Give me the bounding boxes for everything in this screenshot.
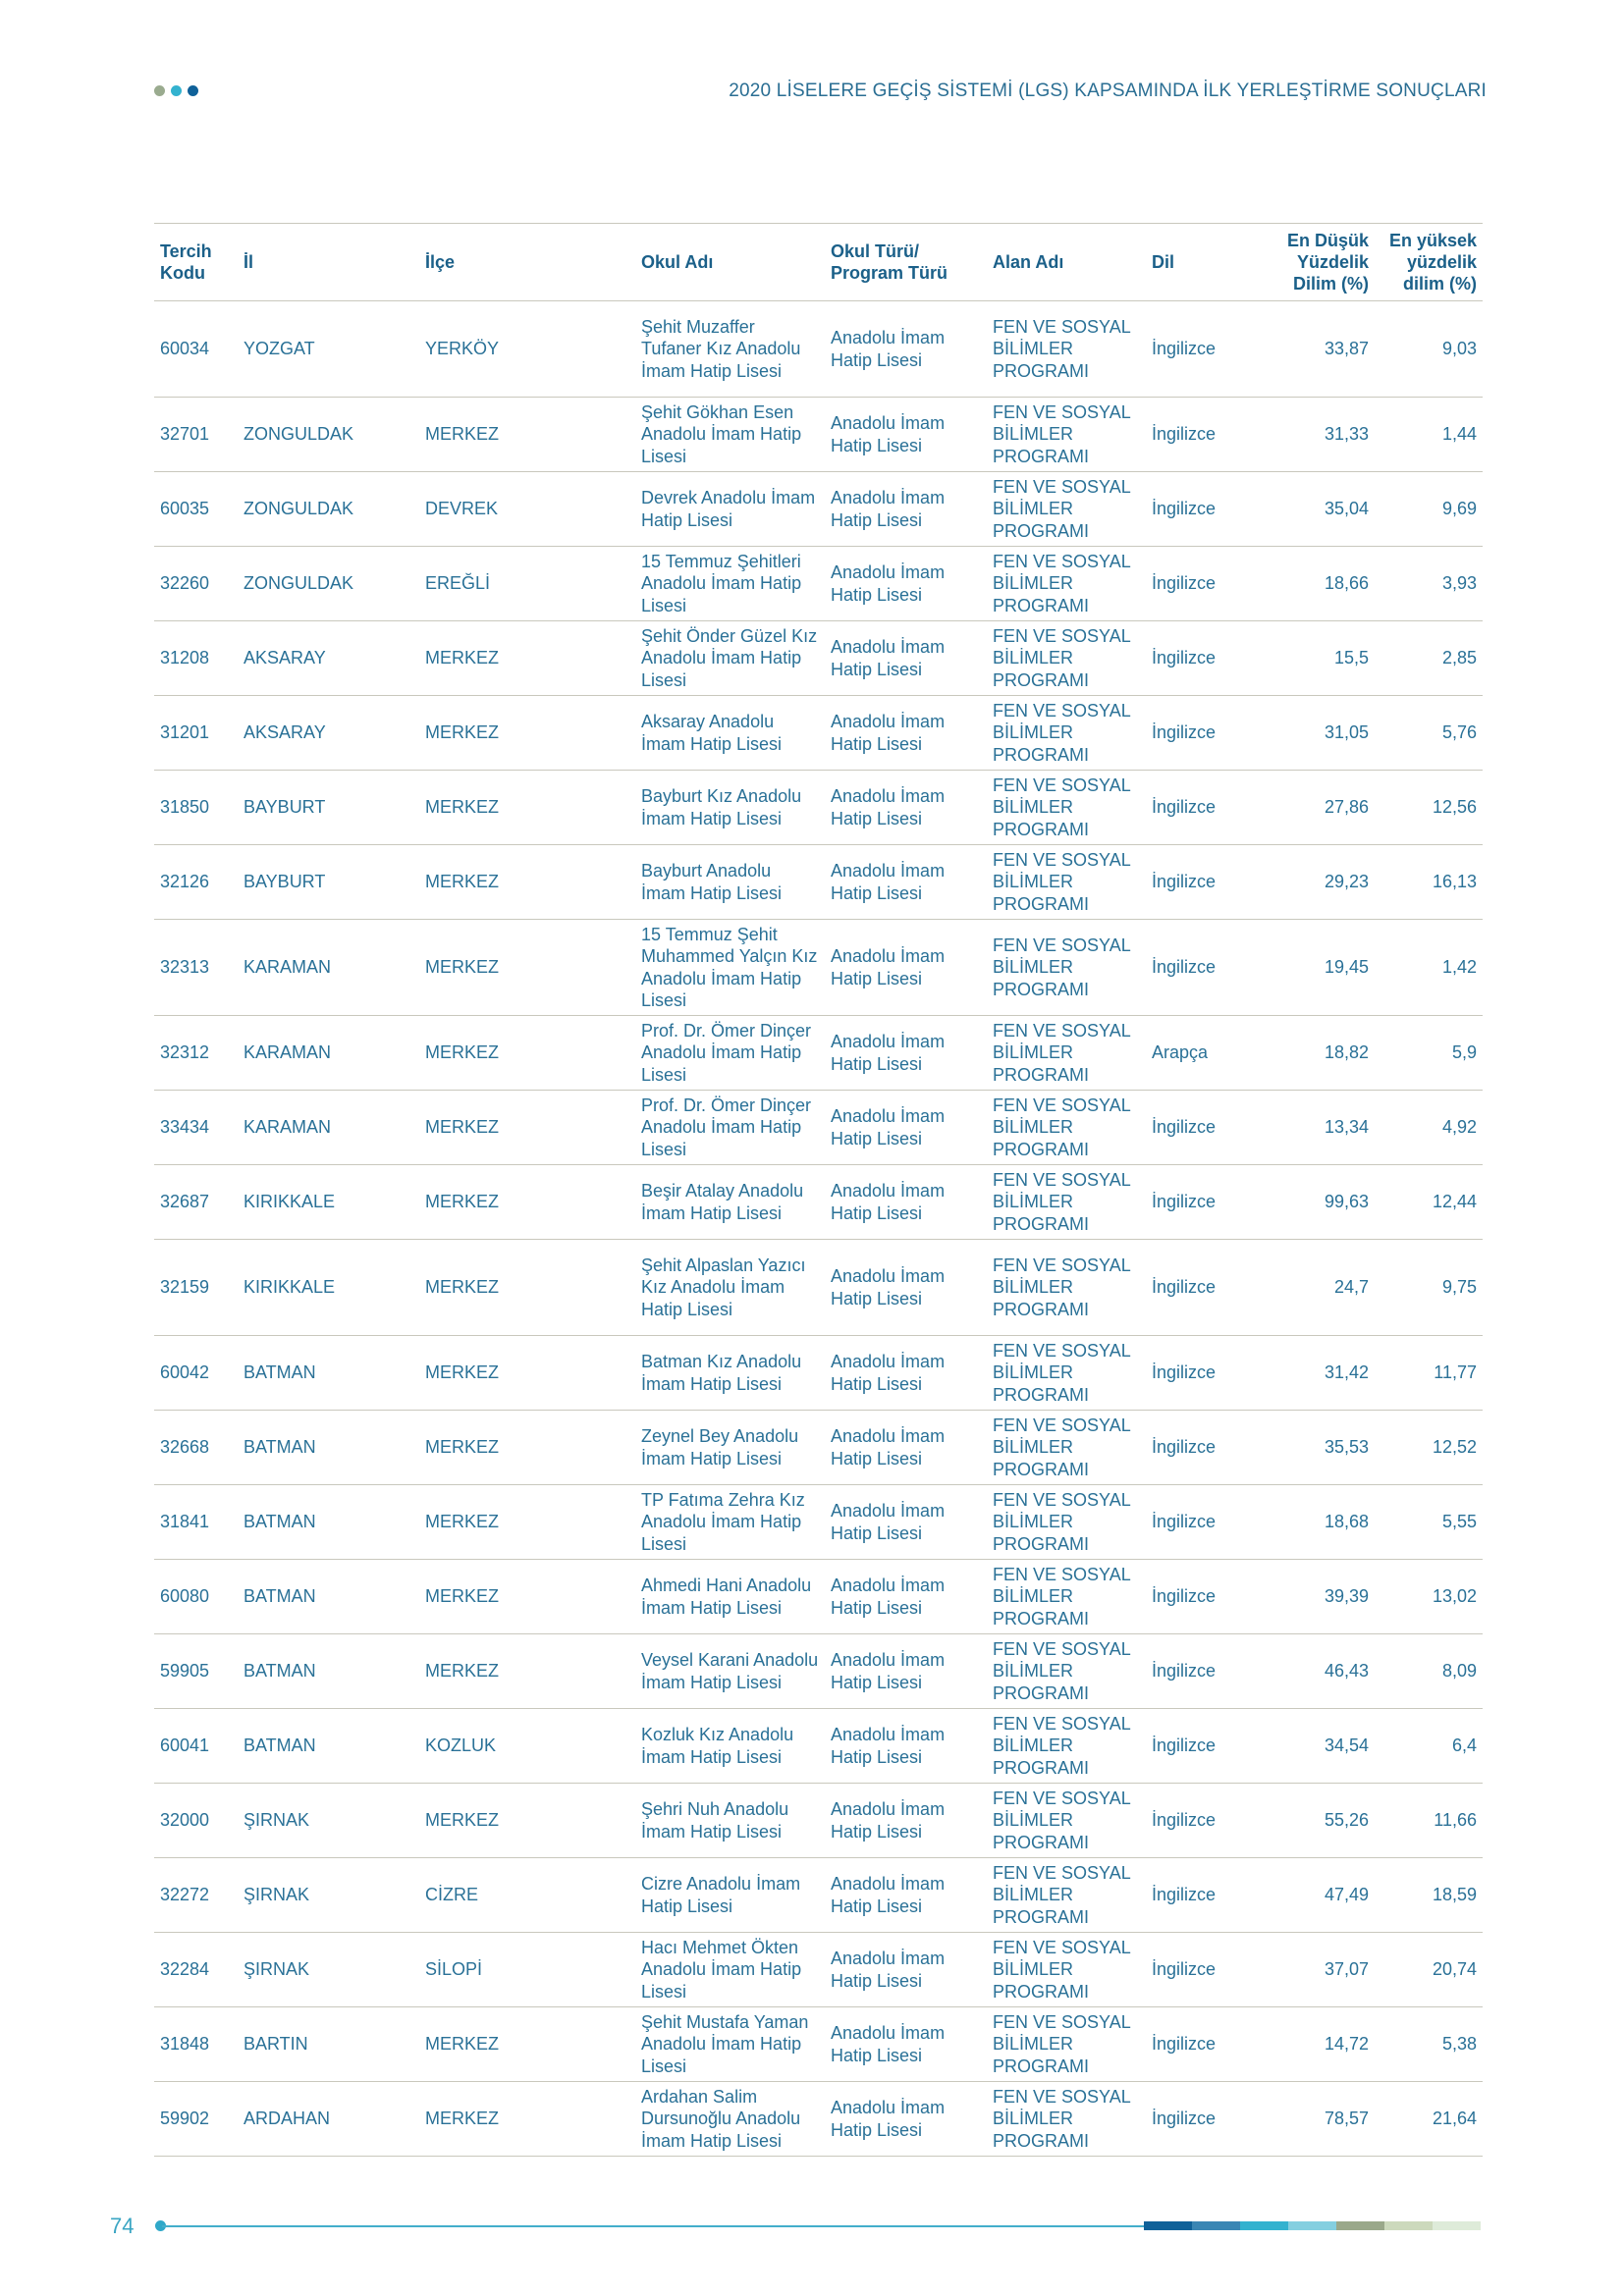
cell-alan-adi: FEN VE SOSYAL BİLİMLER PROGRAMI <box>993 1937 1131 2002</box>
cell-en-yuksek: 21,64 <box>1432 2109 1477 2129</box>
cell-alan-adi: FEN VE SOSYAL BİLİMLER PROGRAMI <box>993 2011 1131 2076</box>
cell-il: BARTIN <box>244 2034 308 2055</box>
cell-okul-turu: Anadolu İmam Hatip Lisesi <box>831 2023 946 2065</box>
cell-dil: İngilizce <box>1152 1277 1217 1298</box>
cell-en-dusuk: 35,04 <box>1324 499 1369 519</box>
cell-alan-adi: FEN VE SOSYAL BİLİMLER PROGRAMI <box>993 774 1131 839</box>
table-row <box>154 2007 1483 2082</box>
cell-alan-adi: FEN VE SOSYAL BİLİMLER PROGRAMI <box>993 1489 1131 1554</box>
cell-dil: İngilizce <box>1152 2034 1217 2055</box>
cell-okul-turu: Anadolu İmam Hatip Lisesi <box>831 861 946 903</box>
cell-alan-adi: FEN VE SOSYAL BİLİMLER PROGRAMI <box>993 316 1131 381</box>
cell-tercih-kodu: 59905 <box>160 1661 210 1682</box>
cell-ilce: MERKEZ <box>425 2109 500 2129</box>
cell-ilce: MERKEZ <box>425 1192 500 1212</box>
cell-ilce: MERKEZ <box>425 957 500 978</box>
cell-alan-adi: FEN VE SOSYAL BİLİMLER PROGRAMI <box>993 1415 1131 1479</box>
cell-okul-adi: Şehri Nuh Anadolu İmam Hatip Lisesi <box>641 1799 789 1842</box>
cell-il: ZONGULDAK <box>244 499 354 519</box>
cell-en-yuksek: 11,77 <box>1434 1362 1477 1383</box>
cell-tercih-kodu: 60041 <box>160 1735 210 1756</box>
cell-il: BAYBURT <box>244 872 326 892</box>
cell-en-yuksek: 5,55 <box>1441 1512 1477 1532</box>
cell-tercih-kodu: 32701 <box>160 424 210 445</box>
cell-ilce: MERKEZ <box>425 1586 500 1607</box>
cell-dil: İngilizce <box>1152 1586 1217 1607</box>
cell-il: KIRIKKALE <box>244 1277 336 1298</box>
cell-en-dusuk: 19,45 <box>1324 957 1369 978</box>
cell-dil: İngilizce <box>1152 339 1217 359</box>
cell-en-dusuk: 13,34 <box>1324 1117 1369 1138</box>
column-header-ilce: İlçe <box>425 252 456 272</box>
cell-il: KARAMAN <box>244 957 332 978</box>
cell-en-dusuk: 29,23 <box>1324 872 1369 892</box>
cell-il: AKSARAY <box>244 722 326 743</box>
cell-il: BATMAN <box>244 1586 316 1607</box>
header-dots <box>154 85 198 96</box>
table-row <box>154 1858 1483 1933</box>
cell-okul-adi: Beşir Atalay Anadolu İmam Hatip Lisesi <box>641 1181 804 1223</box>
cell-en-dusuk: 33,87 <box>1324 339 1369 359</box>
table-row <box>154 920 1483 1016</box>
cell-tercih-kodu: 32668 <box>160 1437 210 1458</box>
cell-okul-turu: Anadolu İmam Hatip Lisesi <box>831 1501 946 1543</box>
cell-tercih-kodu: 31850 <box>160 797 210 818</box>
cell-alan-adi: FEN VE SOSYAL BİLİMLER PROGRAMI <box>993 1255 1131 1319</box>
cell-alan-adi: FEN VE SOSYAL BİLİMLER PROGRAMI <box>993 1638 1131 1703</box>
cell-okul-adi: Aksaray Anadolu İmam Hatip Lisesi <box>641 712 783 754</box>
cell-okul-turu: Anadolu İmam Hatip Lisesi <box>831 1874 946 1916</box>
cell-en-dusuk: 31,33 <box>1324 424 1369 445</box>
cell-okul-adi: Prof. Dr. Ömer Dinçer Anadolu İmam Hatip Lisesi <box>641 1020 812 1085</box>
cell-alan-adi: FEN VE SOSYAL BİLİMLER PROGRAMI <box>993 625 1131 690</box>
cell-dil: İngilizce <box>1152 1192 1217 1212</box>
cell-ilce: MERKEZ <box>425 1512 500 1532</box>
cell-okul-turu: Anadolu İmam Hatip Lisesi <box>831 1352 946 1394</box>
cell-en-dusuk: 37,07 <box>1324 1959 1369 1980</box>
column-header-tercih-kodu: Tercih Kodu <box>160 241 212 283</box>
cell-en-dusuk: 18,68 <box>1324 1512 1369 1532</box>
cell-ilce: MERKEZ <box>425 1661 500 1682</box>
cell-dil: İngilizce <box>1152 1512 1217 1532</box>
table-row <box>154 2082 1483 2157</box>
cell-dil: İngilizce <box>1152 573 1217 594</box>
cell-okul-adi: 15 Temmuz Şehit Muhammed Yalçın Kız Anadolu İmam Hatip Lisesi <box>641 924 818 1010</box>
cell-okul-turu: Anadolu İmam Hatip Lisesi <box>831 712 946 754</box>
cell-tercih-kodu: 32260 <box>160 573 210 594</box>
cell-dil: İngilizce <box>1152 1437 1217 1458</box>
cell-okul-turu: Anadolu İmam Hatip Lisesi <box>831 1575 946 1618</box>
cell-dil: İngilizce <box>1152 424 1217 445</box>
cell-en-dusuk: 18,82 <box>1324 1042 1369 1063</box>
cell-okul-turu: Anadolu İmam Hatip Lisesi <box>831 1799 946 1842</box>
cell-tercih-kodu: 31841 <box>160 1512 210 1532</box>
cell-tercih-kodu: 31201 <box>160 722 210 743</box>
footer-color-bar <box>1144 2221 1481 2230</box>
cell-dil: İngilizce <box>1152 1735 1217 1756</box>
cell-en-yuksek: 2,85 <box>1441 648 1477 668</box>
cell-en-yuksek: 8,09 <box>1441 1661 1477 1682</box>
table-row <box>154 1240 1483 1336</box>
header-dot <box>171 85 182 96</box>
cell-en-yuksek: 1,42 <box>1441 957 1477 978</box>
table-row <box>154 1485 1483 1560</box>
cell-okul-adi: Cizre Anadolu İmam Hatip Lisesi <box>641 1874 801 1916</box>
cell-tercih-kodu: 60042 <box>160 1362 210 1383</box>
cell-il: BATMAN <box>244 1661 316 1682</box>
table-row <box>154 301 1483 398</box>
cell-dil: İngilizce <box>1152 722 1217 743</box>
cell-dil: İngilizce <box>1152 2109 1217 2129</box>
cell-tercih-kodu: 32313 <box>160 957 210 978</box>
cell-il: ŞIRNAK <box>244 1885 310 1905</box>
cell-tercih-kodu: 31208 <box>160 648 210 668</box>
cell-en-dusuk: 35,53 <box>1324 1437 1369 1458</box>
table-row <box>154 1336 1483 1411</box>
results-table <box>154 223 1483 2157</box>
cell-alan-adi: FEN VE SOSYAL BİLİMLER PROGRAMI <box>993 1020 1131 1085</box>
footer-color-segment <box>1240 2221 1288 2230</box>
page-number: 74 <box>110 2214 135 2238</box>
cell-tercih-kodu: 32159 <box>160 1277 210 1298</box>
column-header-il: İl <box>244 252 254 272</box>
cell-ilce: MERKEZ <box>425 1117 500 1138</box>
table-row <box>154 771 1483 845</box>
cell-en-dusuk: 27,86 <box>1324 797 1369 818</box>
cell-okul-adi: TP Fatıma Zehra Kız Anadolu İmam Hatip Lisesi <box>641 1489 805 1554</box>
table-header-row <box>154 224 1483 301</box>
cell-alan-adi: FEN VE SOSYAL BİLİMLER PROGRAMI <box>993 476 1131 541</box>
cell-alan-adi: FEN VE SOSYAL BİLİMLER PROGRAMI <box>993 1169 1131 1234</box>
cell-en-dusuk: 55,26 <box>1324 1810 1369 1831</box>
cell-ilce: MERKEZ <box>425 648 500 668</box>
cell-alan-adi: FEN VE SOSYAL BİLİMLER PROGRAMI <box>993 1564 1131 1629</box>
cell-tercih-kodu: 32284 <box>160 1959 210 1980</box>
cell-il: ZONGULDAK <box>244 424 354 445</box>
cell-en-yuksek: 12,56 <box>1432 797 1477 818</box>
cell-dil: İngilizce <box>1152 1959 1217 1980</box>
cell-en-dusuk: 46,43 <box>1324 1661 1369 1682</box>
cell-okul-turu: Anadolu İmam Hatip Lisesi <box>831 328 946 370</box>
cell-en-yuksek: 9,69 <box>1441 499 1477 519</box>
cell-ilce: MERKEZ <box>425 1437 500 1458</box>
cell-tercih-kodu: 31848 <box>160 2034 210 2055</box>
cell-okul-turu: Anadolu İmam Hatip Lisesi <box>831 488 946 530</box>
cell-ilce: KOZLUK <box>425 1735 497 1756</box>
cell-okul-turu: Anadolu İmam Hatip Lisesi <box>831 1181 946 1223</box>
cell-en-yuksek: 20,74 <box>1432 1959 1477 1980</box>
table-body <box>154 301 1483 2157</box>
cell-okul-turu: Anadolu İmam Hatip Lisesi <box>831 1106 946 1148</box>
cell-okul-turu: Anadolu İmam Hatip Lisesi <box>831 637 946 679</box>
cell-alan-adi: FEN VE SOSYAL BİLİMLER PROGRAMI <box>993 1713 1131 1778</box>
cell-en-yuksek: 6,4 <box>1451 1735 1477 1756</box>
cell-ilce: MERKEZ <box>425 722 500 743</box>
table-row <box>154 696 1483 771</box>
header-dot <box>154 85 165 96</box>
cell-okul-adi: 15 Temmuz Şehitleri Anadolu İmam Hatip Lisesi <box>641 551 802 615</box>
cell-tercih-kodu: 60080 <box>160 1586 210 1607</box>
cell-okul-turu: Anadolu İmam Hatip Lisesi <box>831 2098 946 2140</box>
cell-tercih-kodu: 32126 <box>160 872 210 892</box>
table-row <box>154 1709 1483 1784</box>
cell-il: ŞIRNAK <box>244 1959 310 1980</box>
cell-il: KIRIKKALE <box>244 1192 336 1212</box>
cell-okul-turu: Anadolu İmam Hatip Lisesi <box>831 1725 946 1767</box>
cell-alan-adi: FEN VE SOSYAL BİLİMLER PROGRAMI <box>993 2086 1131 2151</box>
column-header-okul-adi: Okul Adı <box>641 252 714 272</box>
cell-il: BATMAN <box>244 1437 316 1458</box>
cell-dil: İngilizce <box>1152 1661 1217 1682</box>
cell-ilce: DEVREK <box>425 499 499 519</box>
footer-color-segment <box>1288 2221 1336 2230</box>
column-header-okul-turu: Okul Türü/ Program Türü <box>831 241 948 283</box>
cell-alan-adi: FEN VE SOSYAL BİLİMLER PROGRAMI <box>993 401 1131 466</box>
cell-okul-adi: Şehit Gökhan Esen Anadolu İmam Hatip Lisesi <box>641 401 802 466</box>
cell-okul-turu: Anadolu İmam Hatip Lisesi <box>831 786 946 828</box>
cell-tercih-kodu: 60035 <box>160 499 210 519</box>
cell-en-dusuk: 31,42 <box>1324 1362 1369 1383</box>
cell-il: BATMAN <box>244 1735 316 1756</box>
table-row <box>154 1411 1483 1485</box>
cell-en-yuksek: 1,44 <box>1441 424 1477 445</box>
cell-okul-adi: Batman Kız Anadolu İmam Hatip Lisesi <box>641 1352 802 1394</box>
cell-en-yuksek: 5,76 <box>1441 722 1477 743</box>
footer-color-segment <box>1433 2221 1481 2230</box>
cell-okul-adi: Şehit Mustafa Yaman Anadolu İmam Hatip Lisesi <box>641 2011 809 2076</box>
cell-okul-adi: Hacı Mehmet Ökten Anadolu İmam Hatip Lisesi <box>641 1937 802 2002</box>
cell-okul-adi: Şehit Muzaffer Tufaner Kız Anadolu İmam Hatip Lisesi <box>641 316 801 381</box>
table-row <box>154 547 1483 621</box>
cell-okul-adi: Ahmedi Hani Anadolu İmam Hatip Lisesi <box>641 1575 812 1618</box>
cell-tercih-kodu: 32272 <box>160 1885 210 1905</box>
footer-color-segment <box>1336 2221 1384 2230</box>
cell-okul-turu: Anadolu İmam Hatip Lisesi <box>831 1032 946 1074</box>
cell-okul-adi: Bayburt Anadolu İmam Hatip Lisesi <box>641 861 783 903</box>
cell-okul-turu: Anadolu İmam Hatip Lisesi <box>831 1266 946 1308</box>
cell-dil: İngilizce <box>1152 648 1217 668</box>
column-header-en-yuksek: En yüksek yüzdelik dilim (%) <box>1388 231 1477 294</box>
cell-en-yuksek: 16,13 <box>1432 872 1477 892</box>
cell-tercih-kodu: 32000 <box>160 1810 210 1831</box>
column-header-alan-adi: Alan Adı <box>993 252 1064 272</box>
cell-en-dusuk: 14,72 <box>1324 2034 1369 2055</box>
footer-color-segment <box>1192 2221 1240 2230</box>
cell-ilce: CİZRE <box>425 1885 478 1905</box>
cell-il: KARAMAN <box>244 1042 332 1063</box>
column-header-dil: Dil <box>1152 252 1175 272</box>
cell-en-dusuk: 39,39 <box>1324 1586 1369 1607</box>
cell-okul-turu: Anadolu İmam Hatip Lisesi <box>831 1650 946 1692</box>
cell-il: ARDAHAN <box>244 2109 331 2129</box>
cell-alan-adi: FEN VE SOSYAL BİLİMLER PROGRAMI <box>993 849 1131 914</box>
table-row <box>154 621 1483 696</box>
cell-en-dusuk: 18,66 <box>1324 573 1369 594</box>
cell-en-yuksek: 12,52 <box>1432 1437 1477 1458</box>
table-row <box>154 1933 1483 2007</box>
cell-alan-adi: FEN VE SOSYAL BİLİMLER PROGRAMI <box>993 551 1131 615</box>
cell-okul-adi: Ardahan Salim Dursunoğlu Anadolu İmam Hatip Lisesi <box>641 2086 801 2151</box>
cell-en-dusuk: 24,7 <box>1333 1277 1369 1298</box>
table-row <box>154 1560 1483 1634</box>
cell-okul-adi: Şehit Önder Güzel Kız Anadolu İmam Hatip Lisesi <box>641 625 818 690</box>
table-row <box>154 1091 1483 1165</box>
cell-dil: Arapça <box>1152 1042 1209 1063</box>
cell-il: BATMAN <box>244 1512 316 1532</box>
cell-il: BAYBURT <box>244 797 326 818</box>
cell-ilce: EREĞLİ <box>425 573 491 594</box>
cell-alan-adi: FEN VE SOSYAL BİLİMLER PROGRAMI <box>993 934 1131 999</box>
cell-ilce: SİLOPİ <box>425 1959 483 1980</box>
cell-ilce: YERKÖY <box>425 339 500 359</box>
table-row <box>154 1165 1483 1240</box>
cell-okul-turu: Anadolu İmam Hatip Lisesi <box>831 1949 946 1991</box>
cell-il: ZONGULDAK <box>244 573 354 594</box>
table-row <box>154 472 1483 547</box>
cell-il: BATMAN <box>244 1362 316 1383</box>
cell-ilce: MERKEZ <box>425 1810 500 1831</box>
cell-il: ŞIRNAK <box>244 1810 310 1831</box>
cell-ilce: MERKEZ <box>425 872 500 892</box>
cell-okul-turu: Anadolu İmam Hatip Lisesi <box>831 562 946 605</box>
cell-tercih-kodu: 33434 <box>160 1117 210 1138</box>
cell-il: AKSARAY <box>244 648 326 668</box>
cell-okul-adi: Prof. Dr. Ömer Dinçer Anadolu İmam Hatip Lisesi <box>641 1095 812 1159</box>
cell-en-dusuk: 78,57 <box>1324 2109 1369 2129</box>
cell-alan-adi: FEN VE SOSYAL BİLİMLER PROGRAMI <box>993 1095 1131 1159</box>
cell-okul-adi: Veysel Karani Anadolu İmam Hatip Lisesi <box>641 1650 819 1692</box>
cell-okul-adi: Zeynel Bey Anadolu İmam Hatip Lisesi <box>641 1426 799 1468</box>
cell-en-dusuk: 31,05 <box>1324 722 1369 743</box>
cell-ilce: MERKEZ <box>425 2034 500 2055</box>
cell-okul-turu: Anadolu İmam Hatip Lisesi <box>831 946 946 988</box>
cell-il: KARAMAN <box>244 1117 332 1138</box>
cell-ilce: MERKEZ <box>425 1362 500 1383</box>
table-row <box>154 398 1483 472</box>
cell-en-dusuk: 15,5 <box>1333 648 1369 668</box>
cell-il: YOZGAT <box>244 339 315 359</box>
cell-dil: İngilizce <box>1152 872 1217 892</box>
cell-en-dusuk: 99,63 <box>1324 1192 1369 1212</box>
cell-en-yuksek: 18,59 <box>1432 1885 1477 1905</box>
cell-en-yuksek: 9,75 <box>1441 1277 1477 1298</box>
cell-en-yuksek: 12,44 <box>1432 1192 1477 1212</box>
header-dot <box>188 85 198 96</box>
cell-dil: İngilizce <box>1152 957 1217 978</box>
footer-color-segment <box>1384 2221 1433 2230</box>
cell-en-dusuk: 34,54 <box>1324 1735 1369 1756</box>
cell-dil: İngilizce <box>1152 1810 1217 1831</box>
cell-alan-adi: FEN VE SOSYAL BİLİMLER PROGRAMI <box>993 1862 1131 1927</box>
cell-okul-turu: Anadolu İmam Hatip Lisesi <box>831 1426 946 1468</box>
cell-en-yuksek: 5,9 <box>1451 1042 1477 1063</box>
footer-color-segment <box>1144 2221 1192 2230</box>
cell-en-yuksek: 3,93 <box>1441 573 1477 594</box>
cell-okul-adi: Şehit Alpaslan Yazıcı Kız Anadolu İmam Hatip Lisesi <box>641 1255 806 1319</box>
cell-ilce: MERKEZ <box>425 797 500 818</box>
cell-alan-adi: FEN VE SOSYAL BİLİMLER PROGRAMI <box>993 1788 1131 1852</box>
column-header-en-dusuk: En Düşük Yüzdelik Dilim (%) <box>1286 231 1369 294</box>
cell-okul-adi: Bayburt Kız Anadolu İmam Hatip Lisesi <box>641 786 802 828</box>
cell-dil: İngilizce <box>1152 499 1217 519</box>
table-row <box>154 1784 1483 1858</box>
footer-line <box>162 2225 1144 2227</box>
cell-tercih-kodu: 32312 <box>160 1042 210 1063</box>
cell-okul-turu: Anadolu İmam Hatip Lisesi <box>831 413 946 455</box>
cell-ilce: MERKEZ <box>425 1042 500 1063</box>
cell-dil: İngilizce <box>1152 1885 1217 1905</box>
cell-dil: İngilizce <box>1152 1362 1217 1383</box>
cell-tercih-kodu: 60034 <box>160 339 210 359</box>
table-row <box>154 1634 1483 1709</box>
cell-okul-adi: Devrek Anadolu İmam Hatip Lisesi <box>641 488 816 530</box>
cell-dil: İngilizce <box>1152 1117 1217 1138</box>
cell-alan-adi: FEN VE SOSYAL BİLİMLER PROGRAMI <box>993 1340 1131 1405</box>
cell-en-yuksek: 9,03 <box>1441 339 1477 359</box>
cell-en-dusuk: 47,49 <box>1324 1885 1369 1905</box>
cell-en-yuksek: 11,66 <box>1434 1810 1477 1831</box>
cell-ilce: MERKEZ <box>425 424 500 445</box>
cell-en-yuksek: 4,92 <box>1441 1117 1477 1138</box>
table-row <box>154 845 1483 920</box>
cell-alan-adi: FEN VE SOSYAL BİLİMLER PROGRAMI <box>993 700 1131 765</box>
cell-tercih-kodu: 59902 <box>160 2109 210 2129</box>
cell-en-yuksek: 5,38 <box>1441 2034 1477 2055</box>
cell-tercih-kodu: 32687 <box>160 1192 210 1212</box>
cell-ilce: MERKEZ <box>425 1277 500 1298</box>
cell-en-yuksek: 13,02 <box>1432 1586 1477 1607</box>
page-title: 2020 LİSELERE GEÇİŞ SİSTEMİ (LGS) KAPSAMINDA İLK YERLEŞTİRME SONUÇLARI <box>729 80 1487 101</box>
cell-okul-adi: Kozluk Kız Anadolu İmam Hatip Lisesi <box>641 1725 794 1767</box>
cell-dil: İngilizce <box>1152 797 1217 818</box>
table-row <box>154 1016 1483 1091</box>
